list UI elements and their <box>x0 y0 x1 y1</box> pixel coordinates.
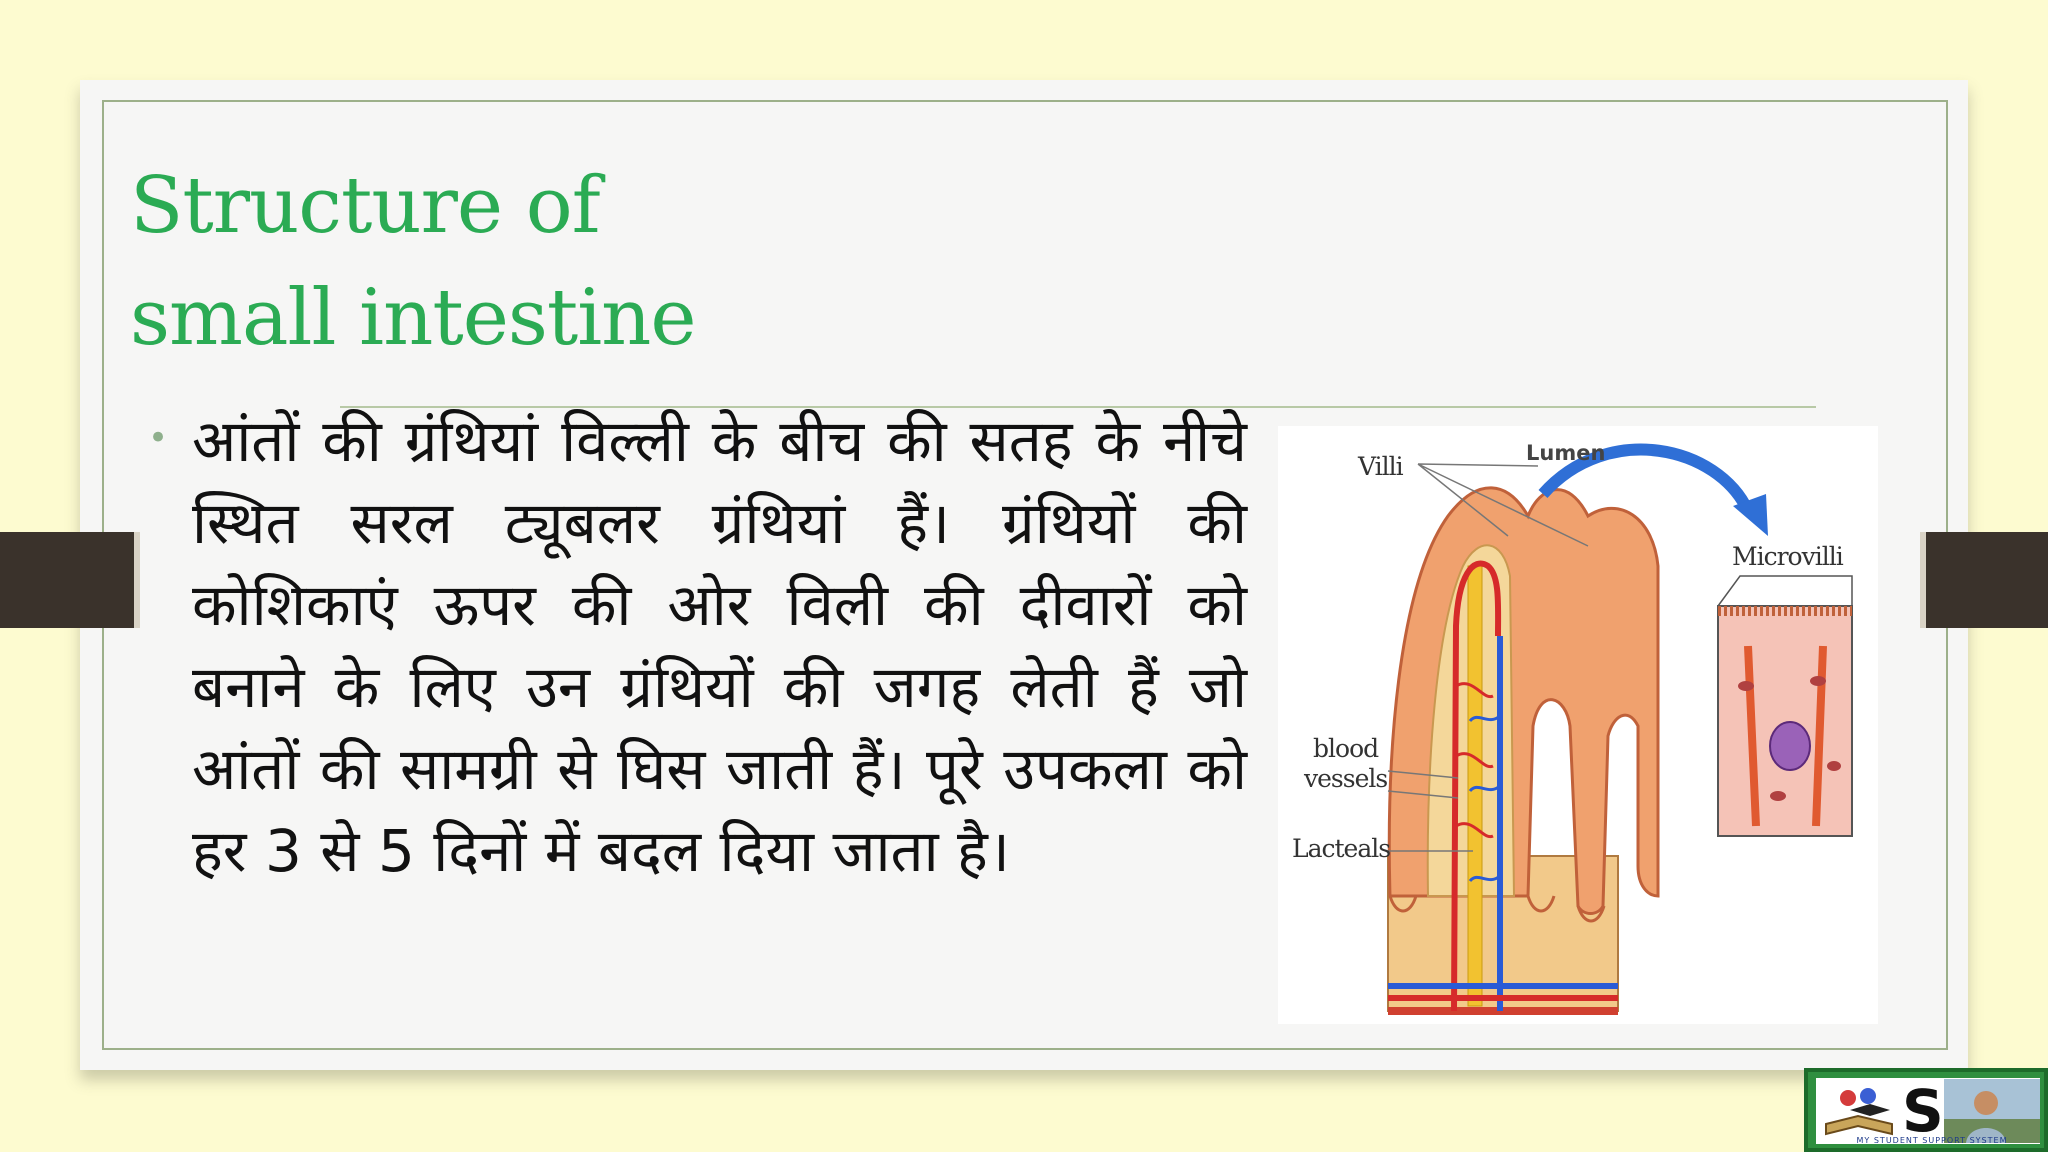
channel-logo <box>1804 1068 2048 1152</box>
presenter-photo <box>1944 1079 2040 1143</box>
label-lumen: Lumen <box>1526 441 1606 465</box>
villi-illustration <box>1278 426 1878 1024</box>
body-paragraph: आंतों की ग्रंथियां विल्ली के बीच की सतह के नीचे स्थित सरल ट्यूबलर ग्रंथियां हैं। ग्रंथियों की कोशिकाएं ऊपर की ओर विली की दीवारों को बनाने के लिए उन ग्रंथियों की जगह लेती हैं जो आंतों की सामग्री से घिस जाती हैं। पूरे उपकला को हर 3 से 5 दिनों में बदल दिया जाता है। <box>192 407 1247 885</box>
intestine-villi-diagram <box>1278 426 1878 1024</box>
left-side-bar <box>0 532 140 628</box>
label-villi: Villi <box>1358 452 1403 481</box>
logo-panel <box>1816 1078 2040 1144</box>
label-blood-vessels: blood vessels <box>1304 734 1388 793</box>
slide-title: Structure of small intestine <box>130 161 696 363</box>
right-side-bar <box>1920 532 2048 628</box>
logo-letter: S <box>1902 1077 1944 1145</box>
logo-caption: MY STUDENT SUPPORT SYSTEM <box>1856 1136 2008 1145</box>
label-lacteals: Lacteals <box>1292 834 1391 863</box>
book-graduate-icon <box>1820 1080 1900 1140</box>
bullet-marker: • <box>148 418 169 458</box>
label-microvilli: Microvilli <box>1732 542 1843 571</box>
